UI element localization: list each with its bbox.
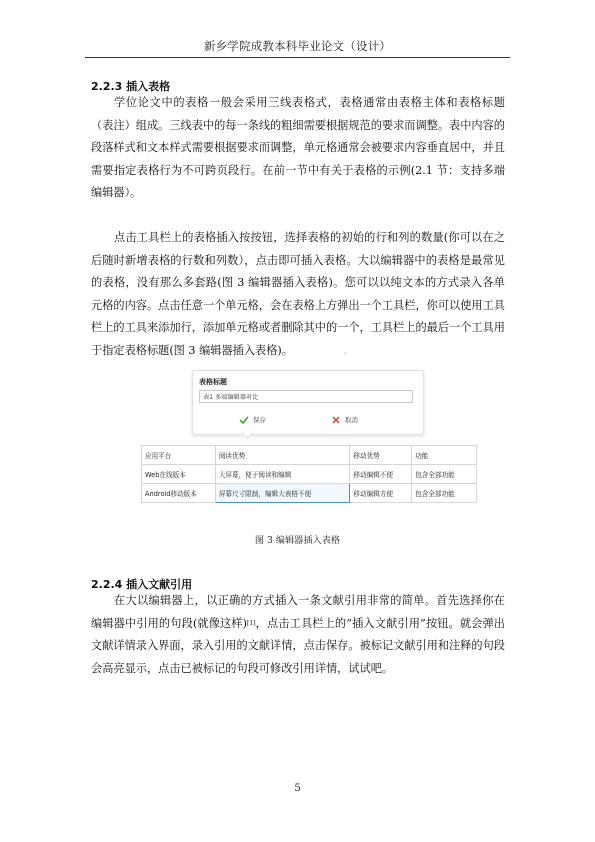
table-cell[interactable]: 移动编辑方便 [350, 484, 412, 503]
table-cell[interactable]: 移动编辑不便 [350, 465, 412, 484]
figure-editor-table [141, 350, 477, 510]
cancel-button-label: 取消 [345, 416, 358, 424]
save-button-label: 保存 [253, 416, 266, 424]
paragraph-223-2: 点击工具栏上的表格插入按按钮，选择表格的初始的行和列的数量(你可以在之后随时新增表格的行数和列数），点击即可插入表格。大以编辑器中的表格是最常见的表格，没有那么多套路(图 3 编辑器插入表格)。您可以以纯文本的方式录入各单元格的内容。点击任意一个单元格，会在表格上方弹出一个工具栏，你可以使用工具栏上的工具来添加行，添加单元格或者删除其中的一个，工具栏上的最后一个工具用于指定表格标题(图 3 编辑器插入表格)。 [91, 231, 505, 357]
table-caption-popup [192, 370, 424, 435]
header-rule [85, 57, 510, 58]
paragraph-223-1: 学位论文中的表格一般会采用三线表格式，表格通常由表格主体和表格标题（表注）组成。三线表中的每一条线的粗细需要根据规范的要求而调整。表中内容的段落样式和文本样式需要根据要求而调整，单元格通常会被要求内容垂直居中，并且需要指定表格行为不可跨页段行。在前一节中有关于表格的示例(2.1 节：支持多端编辑器）。 [91, 96, 505, 199]
table-cell[interactable]: 包含全部功能 [412, 484, 477, 503]
citation-marker[interactable]: [1] [247, 619, 256, 627]
section-heading-223: 2.2.3 插入表格 [91, 80, 171, 93]
table-row [142, 484, 477, 503]
close-icon [331, 415, 341, 425]
figure-caption: 图 3 编辑器插入表格 [254, 535, 341, 546]
table-cell[interactable]: Android移动版本 [142, 484, 216, 503]
table-cell[interactable]: Web在线版本 [142, 465, 216, 484]
paragraph-text: ，点击工具栏上的“插入文献引用”按钮。就会弹出文献详情录入界面，录入引用的文献详情，点击保存。被标记文献引用和注释的句段会高亮显示，点击已被标记的句段可修改引用详情，试试吧。 [91, 616, 505, 675]
save-button[interactable] [239, 414, 266, 426]
table-cell[interactable]: 包含全部功能 [412, 465, 477, 484]
caption-input[interactable]: 表1 多端编辑器对比 [199, 390, 413, 403]
table-header-row [142, 446, 477, 465]
table-header-cell[interactable]: 应用平台 [142, 446, 216, 465]
page-number: 5 [294, 783, 301, 794]
cancel-button[interactable] [331, 414, 358, 426]
table-cell-selected[interactable]: 屏幕尺寸限制，编辑大表格不便 [215, 484, 350, 503]
editor-table [141, 445, 477, 503]
table-cell[interactable]: 大屏幕，便于阅读和编辑 [215, 465, 350, 484]
paragraph-224-1 [91, 590, 505, 680]
table-header-cell[interactable]: 移动优势 [350, 446, 412, 465]
table-header-cell[interactable]: 阅读优势 [215, 446, 350, 465]
paragraph-text: 在大以编辑器上，以正确的方式插入一条文献引用非常的简单。首先选择你在编辑器中引用的句段(就像这样) [91, 594, 505, 630]
check-icon [239, 415, 249, 425]
popup-title: 表格标题 [199, 378, 227, 386]
section-heading-224: 2.2.4 插入文献引用 [91, 578, 193, 591]
page-header: 新乡学院成教本科毕业论文（设计） [203, 39, 392, 53]
table-header-cell[interactable]: 功能 [412, 446, 477, 465]
table-row [142, 465, 477, 484]
